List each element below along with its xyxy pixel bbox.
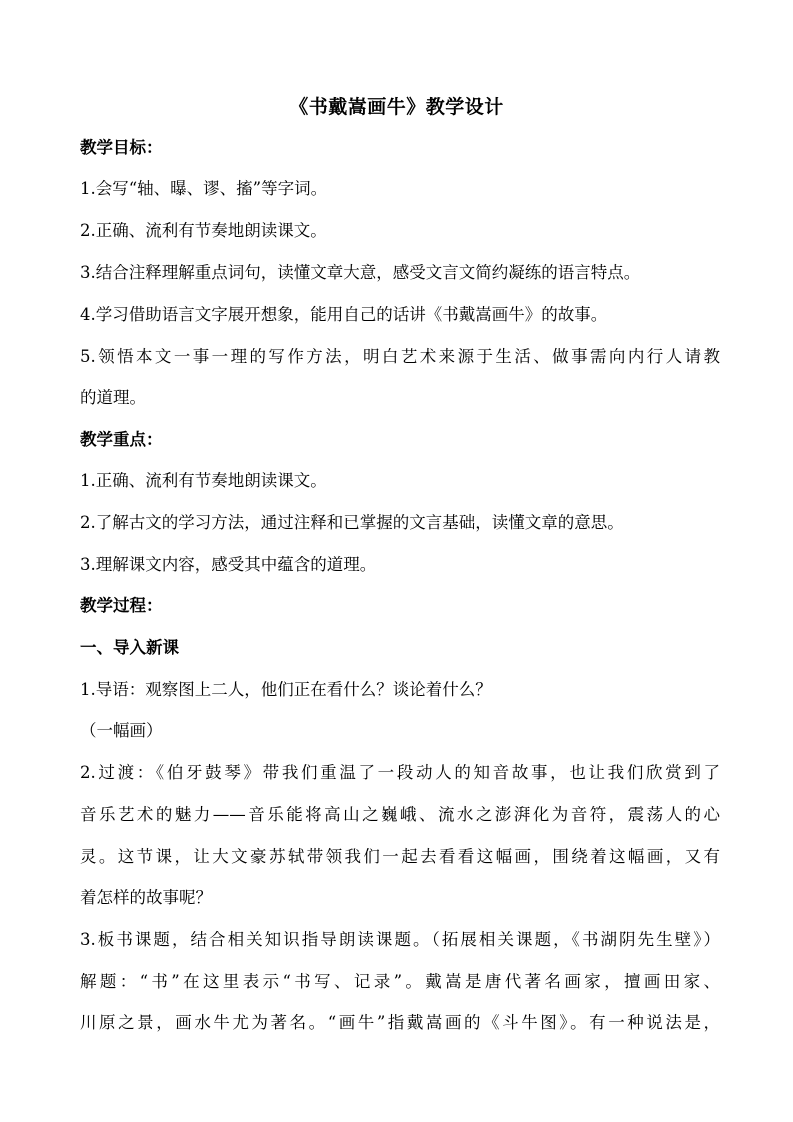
process-line: 川原之景，画水牛尤为著名。“画牛”指戴嵩画的《斗牛图》。有一种说法是，: [80, 1013, 720, 1032]
document-title: 《书戴嵩画牛》教学设计: [289, 96, 504, 118]
process-line: 灵。这节课，让大文豪苏轼带领我们一起去看看这幅画，围绕着这幅画，又有: [80, 847, 720, 866]
process-line: 解题：“书”在这里表示“书写、记录”。戴嵩是唐代著名画家，擅画田家、: [80, 972, 720, 991]
process-line: 3.板书课题，结合相关知识指导朗读课题。（拓展相关课题，《书湖阴先生壁》）: [80, 930, 720, 949]
objectives-heading: 教学目标：: [80, 138, 163, 157]
process-line: （一幅画）: [80, 721, 163, 740]
objective-item: 4.学习借助语言文字展开想象，能用自己的话讲《书戴嵩画牛》的故事。: [80, 305, 608, 324]
process-subheading: 一、导入新课: [80, 638, 179, 657]
process-line: 音乐艺术的魅力——音乐能将高山之巍峨、流水之澎湃化为音符，震荡人的心: [80, 805, 720, 824]
objective-item: 5.领悟本文一事一理的写作方法，明白艺术来源于生活、做事需向内行人请教: [80, 347, 720, 366]
objective-item: 1.会写“轴、曝、谬、搐”等字词。: [80, 179, 328, 198]
objective-item-continuation: 的道理。: [80, 388, 146, 407]
key-point-item: 2.了解古文的学习方法，通过注释和已掌握的文言基础，读懂文章的意思。: [80, 513, 624, 532]
objective-item: 2.正确、流利有节奏地朗读课文。: [80, 221, 327, 240]
process-line: 着怎样的故事呢？: [80, 888, 212, 907]
key-point-item: 1.正确、流利有节奏地朗读课文。: [80, 471, 327, 490]
key-points-heading: 教学重点：: [80, 430, 163, 449]
process-heading: 教学过程：: [80, 596, 163, 615]
objective-item: 3.结合注释理解重点词句，读懂文章大意，感受文言文简约凝练的语言特点。: [80, 263, 641, 282]
process-line: 2.过渡：《伯牙鼓琴》带我们重温了一段动人的知音故事，也让我们欣赏到了: [80, 763, 720, 782]
key-point-item: 3.理解课文内容，感受其中蕴含的道理。: [80, 555, 377, 574]
process-line: 1.导语：观察图上二人，他们正在看什么？谈论着什么？: [80, 680, 492, 699]
